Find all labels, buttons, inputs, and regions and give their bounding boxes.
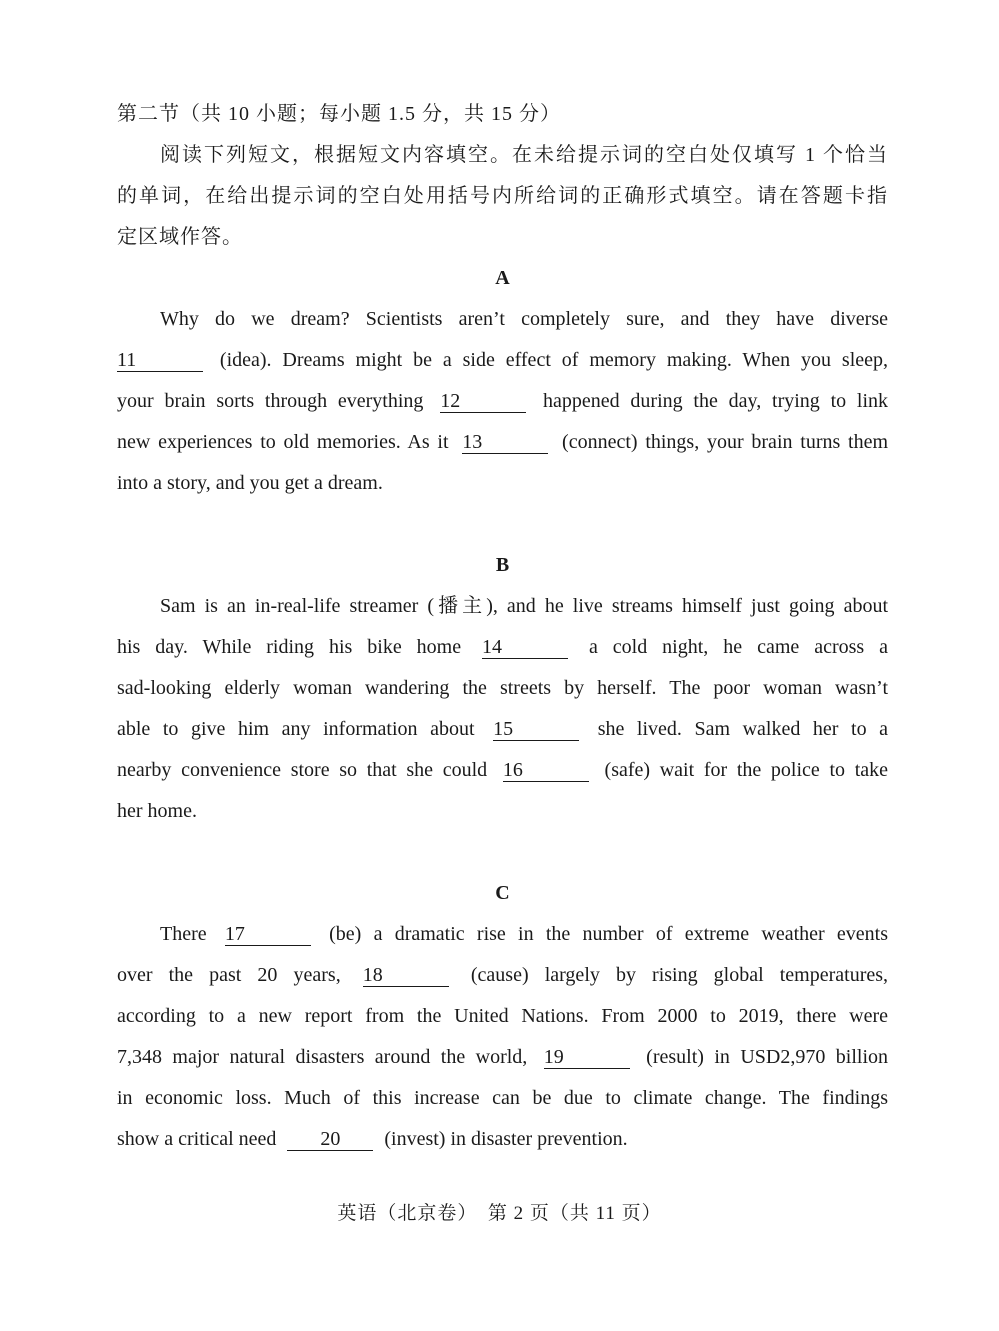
passage-c-line-6 <box>117 1119 888 1160</box>
spacer <box>117 504 888 545</box>
passage-a-line-2 <box>117 340 888 381</box>
answer-blank-14[interactable]: 14 <box>482 636 568 659</box>
passage-c-line-5: in economic loss. Much of this increase can be due to climate change. The findings <box>117 1087 888 1109</box>
passage-a-line-1: Why do we dream? Scientists aren’t completely sure, and they have diverse <box>160 308 888 330</box>
passage-c-line-2 <box>117 955 888 996</box>
passage-a-line-5: into a story, and you get a dream. <box>117 472 383 494</box>
passage-c-line-6-text-after: (invest) in disaster prevention. <box>384 1128 628 1150</box>
passage-b-line-5 <box>117 750 888 791</box>
instructions-line-1: 阅读下列短文，根据短文内容填空。在未给提示词的空白处仅填写 1 个恰当 <box>160 144 888 166</box>
passage-b-line-3: sad-looking elderly woman wandering the streets by herself. The poor woman wasn’t <box>117 677 888 699</box>
page-content <box>117 94 888 1160</box>
passage-c-line-4 <box>117 1037 888 1078</box>
passage-a-line-2-text: (idea). Dreams might be a side effect of memory making. When you sleep, <box>219 349 889 371</box>
section-title: 第二节（共 10 小题；每小题 1.5 分，共 15 分） <box>117 103 561 125</box>
passage-c-line-1 <box>117 914 888 955</box>
passage-a-line-4-text-before: new experiences to old memories. As it <box>117 431 449 453</box>
passage-c-heading: C <box>495 882 510 904</box>
answer-blank-16[interactable]: 16 <box>503 759 589 782</box>
passage-c-line-1-text-after: (be) a dramatic rise in the number of extreme weather events <box>329 923 889 945</box>
passage-a-line-4 <box>117 422 888 463</box>
answer-blank-15[interactable]: 15 <box>493 718 579 741</box>
page-footer: 英语（北京卷） 第 2 页（共 11 页） <box>337 1203 662 1224</box>
passage-c-line-2-text-before: over the past 20 years, <box>117 964 341 986</box>
passage-c-line-4-text-after: (result) in USD2,970 billion <box>646 1046 889 1068</box>
spacer <box>117 832 888 873</box>
instructions-line-3: 定区域作答。 <box>117 226 243 248</box>
answer-blank-20[interactable]: 20 <box>287 1128 373 1151</box>
passage-b-line-5-text-before: nearby convenience store so that she could <box>117 759 488 781</box>
passage-b-line-2-text-after: a cold night, he came across a <box>588 636 889 658</box>
passage-a-line-3 <box>117 381 888 422</box>
instructions-line-2: 的单词，在给出提示词的空白处用括号内所给词的正确形式填空。请在答题卡指 <box>117 185 888 207</box>
passage-b-line-2 <box>117 627 888 668</box>
passage-c-line-4-text-before: 7,348 major natural disasters around the world, <box>117 1046 528 1068</box>
passage-c-line-2-text-after: (cause) largely by rising global temperatures, <box>470 964 889 986</box>
answer-blank-11[interactable]: 11 <box>117 349 203 372</box>
passage-b-line-4-text-before: able to give him any information about <box>117 718 475 740</box>
passage-c-line-1-text-before: There <box>160 923 207 945</box>
passage-c-line-6-text-before: show a critical need <box>117 1128 277 1150</box>
passage-b-line-4 <box>117 709 888 750</box>
answer-blank-19[interactable]: 19 <box>544 1046 630 1069</box>
passage-b-heading: B <box>495 554 510 576</box>
passage-b-line-5-text-after: (safe) wait for the police to take <box>604 759 889 781</box>
passage-a-line-3-text-before: your brain sorts through everything <box>117 390 424 412</box>
passage-a-line-3-text-after: happened during the day, trying to link <box>543 390 889 412</box>
passage-b-line-6: her home. <box>117 800 197 822</box>
answer-blank-12[interactable]: 12 <box>440 390 526 413</box>
answer-blank-18[interactable]: 18 <box>363 964 449 987</box>
passage-b-line-2-text-before: his day. While riding his bike home <box>117 636 462 658</box>
passage-b-line-4-text-after: she lived. Sam walked her to a <box>597 718 889 740</box>
passage-b-line-1: Sam is an in-real-life streamer (播主), and he live streams himself just going about <box>160 595 888 617</box>
passage-a-line-4-text-after: (connect) things, your brain turns them <box>562 431 889 453</box>
answer-blank-17[interactable]: 17 <box>225 923 311 946</box>
passage-c-line-3: according to a new report from the United Nations. From 2000 to 2019, there were <box>117 1005 888 1027</box>
passage-a-heading: A <box>495 267 510 289</box>
answer-blank-13[interactable]: 13 <box>462 431 548 454</box>
